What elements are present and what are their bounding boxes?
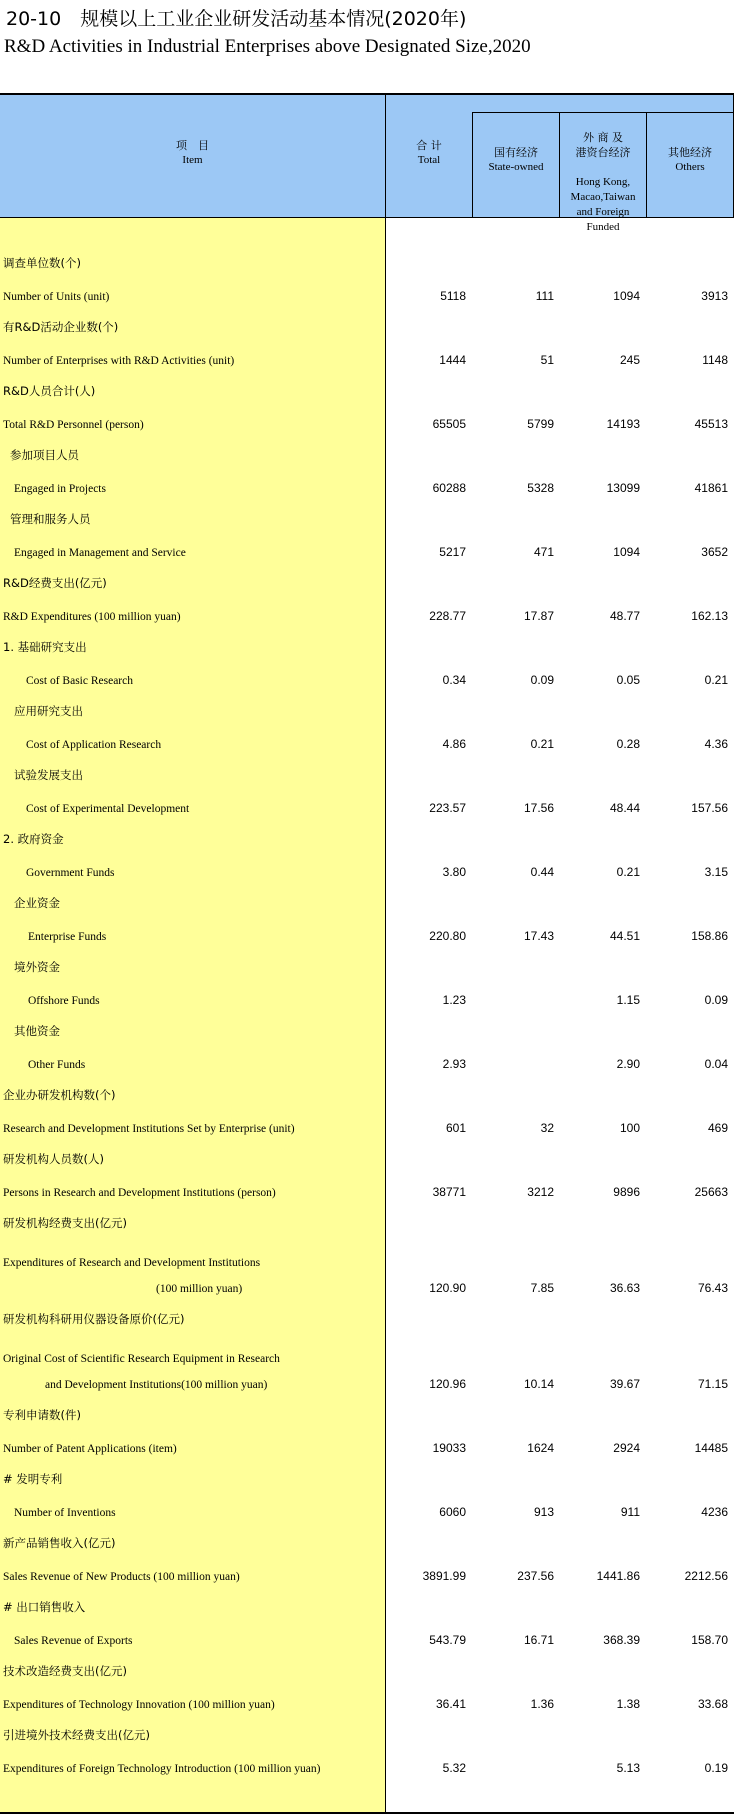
table-row bbox=[0, 1589, 734, 1621]
row-label-cn: R&D经费支出(亿元) bbox=[3, 576, 107, 590]
cell-value: 1094 bbox=[613, 289, 640, 303]
row-label-en: Enterprise Funds bbox=[28, 931, 107, 943]
cell-value: 1441.86 bbox=[596, 1569, 640, 1583]
cell-value: 1624 bbox=[527, 1441, 554, 1455]
cell-value: 913 bbox=[533, 1505, 554, 1519]
row-label-en: Expenditures of Technology Innovation (100 million yuan) bbox=[3, 1699, 275, 1711]
cell-value: 5.32 bbox=[442, 1761, 466, 1775]
table-row bbox=[0, 981, 734, 1013]
cell-value: 120.96 bbox=[429, 1377, 466, 1391]
cell-value: 48.77 bbox=[609, 609, 640, 623]
cell-value: 0.21 bbox=[704, 673, 728, 687]
cell-value: 0.05 bbox=[616, 673, 640, 687]
table-row bbox=[0, 1493, 734, 1525]
cell-value: 4236 bbox=[701, 1505, 728, 1519]
header-foreign: 外 商 及 港资台经济 Hong Kong, Macao,Taiwan and Foreign Funded bbox=[570, 131, 636, 233]
cell-value: 17.56 bbox=[523, 801, 554, 815]
table-row bbox=[0, 757, 734, 789]
row-label-cn: 新产品销售收入(亿元) bbox=[3, 1536, 116, 1550]
table-row bbox=[0, 1045, 734, 1077]
row-label-cn: 有R&D活动企业数(个) bbox=[3, 320, 119, 334]
cell-value: 5118 bbox=[440, 289, 466, 303]
table-row bbox=[0, 501, 734, 533]
cell-value: 158.86 bbox=[691, 929, 728, 943]
row-label-en: Cost of Basic Research bbox=[26, 675, 133, 687]
table-row bbox=[0, 949, 734, 981]
cell-value: 3913 bbox=[701, 289, 728, 303]
row-label-en: Sales Revenue of New Products (100 million yuan) bbox=[3, 1571, 240, 1583]
cell-value: 44.51 bbox=[609, 929, 640, 943]
cell-value: 65505 bbox=[432, 417, 466, 431]
cell-value: 3.15 bbox=[704, 865, 728, 879]
row-label-en: Sales Revenue of Exports bbox=[14, 1635, 133, 1647]
row-label-cn: 引进境外技术经费支出(亿元) bbox=[3, 1728, 150, 1742]
cell-value: 9896 bbox=[613, 1185, 640, 1199]
cell-value: 17.43 bbox=[523, 929, 554, 943]
row-label-cn: 其他资金 bbox=[14, 1024, 60, 1038]
cell-value: 157.56 bbox=[691, 801, 728, 815]
cell-value: 5217 bbox=[439, 545, 466, 559]
table-row bbox=[0, 405, 734, 437]
cell-value: 13099 bbox=[606, 481, 640, 495]
cell-value: 1094 bbox=[613, 545, 640, 559]
table-body bbox=[0, 245, 734, 1781]
row-label-en: Number of Patent Applications (item) bbox=[3, 1443, 177, 1455]
row-label-cn: # 出口销售收入 bbox=[3, 1600, 86, 1614]
cell-value: 1.23 bbox=[442, 993, 466, 1007]
cell-value: 111 bbox=[535, 289, 554, 303]
cell-value: 0.09 bbox=[704, 993, 728, 1007]
cell-value: 36.63 bbox=[609, 1281, 640, 1295]
row-label-cn: 试验发展支出 bbox=[14, 768, 83, 782]
table-row bbox=[0, 533, 734, 565]
table-row bbox=[0, 1621, 734, 1653]
cell-value: 32 bbox=[540, 1121, 554, 1135]
row-label-en: Total R&D Personnel (person) bbox=[3, 419, 144, 431]
row-label-en: Cost of Application Research bbox=[26, 739, 162, 751]
table-row bbox=[0, 885, 734, 917]
row-label-en bbox=[3, 1257, 260, 1295]
row-label-en: R&D Expenditures (100 million yuan) bbox=[3, 611, 181, 623]
cell-value: 33.68 bbox=[697, 1697, 728, 1711]
cell-value: 2212.56 bbox=[684, 1569, 728, 1583]
cell-value: 4.36 bbox=[704, 737, 728, 751]
cell-value: 5799 bbox=[527, 417, 554, 431]
cell-value: 1.38 bbox=[616, 1697, 640, 1711]
cell-value: 39.67 bbox=[609, 1377, 640, 1391]
table-row bbox=[0, 1749, 734, 1781]
row-label-cn: 境外资金 bbox=[14, 960, 60, 974]
header-total: 合 计 Total bbox=[416, 139, 442, 166]
table-row bbox=[0, 725, 734, 757]
cell-value: 0.21 bbox=[530, 737, 554, 751]
cell-value: 5328 bbox=[527, 481, 554, 495]
row-label-en: Government Funds bbox=[26, 867, 115, 879]
cell-value: 162.13 bbox=[691, 609, 728, 623]
cell-value: 51 bbox=[540, 353, 554, 367]
row-label-cn: R&D人员合计(人) bbox=[3, 384, 96, 398]
row-label-cn: 1. 基础研究支出 bbox=[3, 640, 87, 654]
cell-value: 0.19 bbox=[704, 1761, 728, 1775]
cell-value: 223.57 bbox=[429, 801, 466, 815]
row-label-cn: 研发机构科研用仪器设备原价(亿元) bbox=[3, 1312, 185, 1326]
table-row bbox=[0, 1013, 734, 1045]
cell-value: 76.43 bbox=[697, 1281, 728, 1295]
table-row bbox=[0, 1173, 734, 1205]
cell-value: 1.15 bbox=[616, 993, 640, 1007]
header-state-owned: 国有经济 State-owned bbox=[488, 146, 544, 173]
rule bbox=[559, 112, 560, 218]
table-row bbox=[0, 309, 734, 341]
table-row bbox=[0, 437, 734, 469]
row-label-cn: 技术改造经费支出(亿元) bbox=[3, 1664, 127, 1678]
row-label-line1: Original Cost of Scientific Research Equipment in Research bbox=[3, 1353, 280, 1365]
table-header bbox=[0, 95, 734, 233]
cell-value: 471 bbox=[533, 545, 554, 559]
table-row bbox=[0, 1653, 734, 1685]
row-label-en: Research and Development Institutions Set by Enterprise (unit) bbox=[3, 1123, 295, 1135]
table-row bbox=[0, 469, 734, 501]
table-row bbox=[0, 373, 734, 405]
row-label-en: Cost of Experimental Development bbox=[26, 803, 190, 815]
row-label-en bbox=[3, 1353, 280, 1391]
row-label-en: Persons in Research and Development Institutions (person) bbox=[3, 1187, 276, 1199]
table-row bbox=[0, 277, 734, 309]
header-item: 项 目 Item bbox=[176, 139, 209, 166]
table-row bbox=[0, 1301, 734, 1333]
table-title-cn: 20-10 规模以上工业企业研发活动基本情况(2020年) bbox=[6, 8, 467, 30]
row-label-en: Number of Inventions bbox=[14, 1507, 116, 1519]
table-row bbox=[0, 629, 734, 661]
cell-value: 2924 bbox=[613, 1441, 640, 1455]
row-label-cn: # 发明专利 bbox=[3, 1472, 63, 1486]
table-row bbox=[0, 1461, 734, 1493]
cell-value: 228.77 bbox=[429, 609, 466, 623]
row-label-line2: and Development Institutions(100 million yuan) bbox=[45, 1379, 268, 1391]
cell-value: 911 bbox=[620, 1505, 640, 1519]
cell-value: 3891.99 bbox=[422, 1569, 466, 1583]
row-label-en: Offshore Funds bbox=[28, 995, 100, 1007]
table-row bbox=[0, 821, 734, 853]
cell-value: 220.80 bbox=[429, 929, 466, 943]
cell-value: 543.79 bbox=[429, 1633, 466, 1647]
cell-value: 6060 bbox=[439, 1505, 466, 1519]
table-row bbox=[0, 1333, 734, 1397]
cell-value: 0.34 bbox=[442, 673, 466, 687]
rule bbox=[472, 112, 473, 218]
cell-value: 14485 bbox=[694, 1441, 728, 1455]
row-label-cn: 调查单位数(个) bbox=[3, 256, 81, 270]
table-row bbox=[0, 565, 734, 597]
cell-value: 71.15 bbox=[697, 1377, 728, 1391]
cell-value: 0.21 bbox=[616, 865, 640, 879]
row-label-en: Engaged in Projects bbox=[14, 483, 106, 495]
table-row bbox=[0, 661, 734, 693]
table-row bbox=[0, 1077, 734, 1109]
table-row bbox=[0, 853, 734, 885]
table-row bbox=[0, 1109, 734, 1141]
table-row bbox=[0, 917, 734, 949]
cell-value: 0.09 bbox=[530, 673, 554, 687]
cell-value: 0.28 bbox=[616, 737, 640, 751]
table-row bbox=[0, 1685, 734, 1717]
row-label-cn: 专利申请数(件) bbox=[3, 1408, 81, 1422]
table-title-en: R&D Activities in Industrial Enterprises above Designated Size,2020 bbox=[4, 36, 531, 57]
table-row bbox=[0, 1141, 734, 1173]
cell-value: 36.41 bbox=[435, 1697, 466, 1711]
row-label-cn: 研发机构经费支出(亿元) bbox=[3, 1216, 127, 1230]
cell-value: 25663 bbox=[694, 1185, 728, 1199]
row-label-cn: 研发机构人员数(人) bbox=[3, 1152, 104, 1166]
table-row bbox=[0, 1717, 734, 1749]
cell-value: 14193 bbox=[606, 417, 640, 431]
cell-value: 2.90 bbox=[616, 1057, 640, 1071]
table-row bbox=[0, 693, 734, 725]
row-label-en: Engaged in Management and Service bbox=[14, 547, 186, 559]
rule bbox=[646, 112, 647, 218]
cell-value: 38771 bbox=[432, 1185, 466, 1199]
cell-value: 41861 bbox=[694, 481, 728, 495]
row-label-en: Other Funds bbox=[28, 1059, 86, 1071]
cell-value: 19033 bbox=[432, 1441, 466, 1455]
cell-value: 601 bbox=[445, 1121, 466, 1135]
cell-value: 5.13 bbox=[616, 1761, 640, 1775]
cell-value: 100 bbox=[619, 1121, 640, 1135]
cell-value: 3652 bbox=[701, 545, 728, 559]
row-label-cn: 参加项目人员 bbox=[10, 448, 79, 462]
header-others: 其他经济 Others bbox=[668, 146, 712, 173]
cell-value: 45513 bbox=[694, 417, 728, 431]
row-label-cn: 2. 政府资金 bbox=[3, 832, 64, 846]
cell-value: 0.44 bbox=[530, 865, 554, 879]
cell-value: 16.71 bbox=[523, 1633, 554, 1647]
row-label-cn: 企业办研发机构数(个) bbox=[3, 1088, 116, 1102]
cell-value: 10.14 bbox=[523, 1377, 554, 1391]
row-label-cn: 管理和服务人员 bbox=[10, 512, 91, 526]
row-label-line2: (100 million yuan) bbox=[156, 1283, 243, 1295]
cell-value: 4.86 bbox=[442, 737, 466, 751]
cell-value: 3212 bbox=[527, 1185, 554, 1199]
table-row bbox=[0, 1557, 734, 1589]
bottom-rule bbox=[0, 1812, 734, 1814]
cell-value: 2.93 bbox=[442, 1057, 466, 1071]
cell-value: 60288 bbox=[432, 481, 466, 495]
table-row bbox=[0, 597, 734, 629]
table-row bbox=[0, 1397, 734, 1429]
cell-value: 237.56 bbox=[517, 1569, 554, 1583]
rule bbox=[472, 112, 733, 113]
cell-value: 1.36 bbox=[530, 1697, 554, 1711]
row-label-cn: 企业资金 bbox=[14, 896, 60, 910]
table-row bbox=[0, 245, 734, 277]
cell-value: 7.85 bbox=[530, 1281, 554, 1295]
table-row bbox=[0, 1205, 734, 1237]
cell-value: 17.87 bbox=[523, 609, 554, 623]
cell-value: 245 bbox=[619, 353, 640, 367]
row-label-en: Number of Units (unit) bbox=[3, 291, 110, 303]
table-row bbox=[0, 341, 734, 373]
row-label-line1: Expenditures of Research and Development Institutions bbox=[3, 1257, 261, 1269]
cell-value: 469 bbox=[707, 1121, 728, 1135]
row-label-en: Expenditures of Foreign Technology Introduction (100 million yuan) bbox=[3, 1763, 321, 1775]
cell-value: 0.04 bbox=[704, 1057, 728, 1071]
table-row bbox=[0, 789, 734, 821]
cell-value: 1148 bbox=[702, 353, 728, 367]
cell-value: 48.44 bbox=[609, 801, 640, 815]
cell-value: 158.70 bbox=[691, 1633, 728, 1647]
cell-value: 120.90 bbox=[429, 1281, 466, 1295]
row-label-cn: 应用研究支出 bbox=[14, 704, 83, 718]
table-row bbox=[0, 1525, 734, 1557]
cell-value: 368.39 bbox=[603, 1633, 640, 1647]
cell-value: 3.80 bbox=[442, 865, 466, 879]
cell-value: 1444 bbox=[439, 353, 466, 367]
row-label-en: Number of Enterprises with R&D Activities (unit) bbox=[3, 355, 235, 367]
table-row bbox=[0, 1429, 734, 1461]
table-row bbox=[0, 1237, 734, 1301]
